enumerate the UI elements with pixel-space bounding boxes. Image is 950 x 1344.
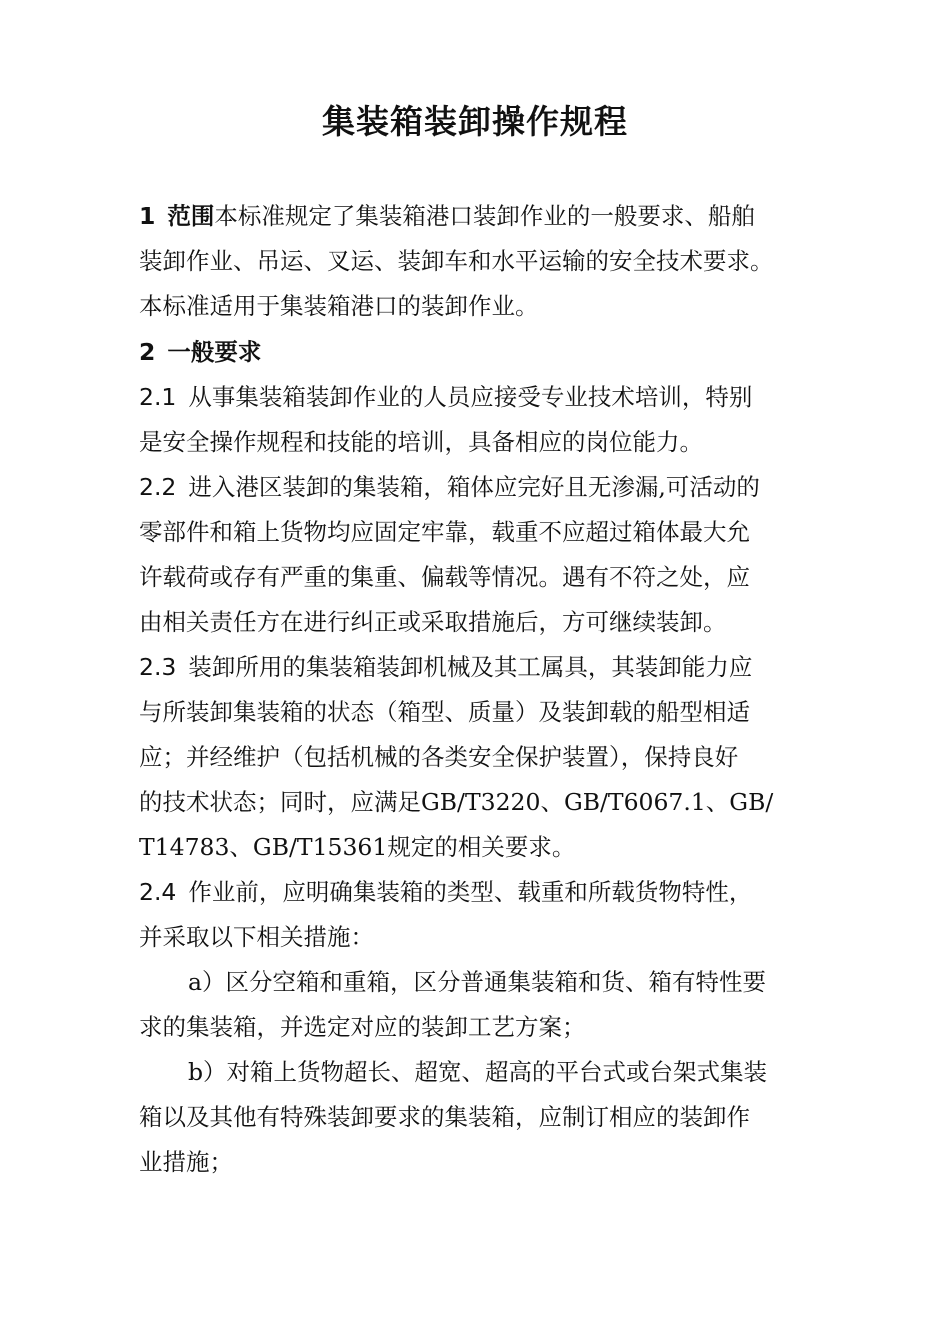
- line-16: [139, 875, 752, 909]
- line-20: [188, 1055, 767, 1089]
- line-text: 装卸作业、吊运、叉运、装卸车和水平运输的安全技术要求。: [139, 247, 774, 275]
- line-text: 装卸所用的集装箱装卸机械及其工属具，其装卸能力应: [188, 653, 753, 681]
- line-3: [139, 289, 539, 323]
- line-21: [139, 1100, 750, 1134]
- line-text: 作业前，应明确集装箱的类型、载重和所载货物特性，: [188, 878, 753, 906]
- line-text: 由相关责任方在进行纠正或采取措施后，方可继续装卸。: [139, 608, 727, 636]
- line-4: [139, 335, 261, 369]
- line-5: [139, 380, 752, 414]
- line-text: 箱以及其他有特殊装卸要求的集装箱，应制订相应的装卸作: [139, 1103, 750, 1131]
- clause-number: 2.1: [139, 383, 177, 411]
- section-number: 1: [139, 202, 156, 230]
- line-text: 的技术状态；同时，应满足GB/T3220、GB/T6067.1、GB/: [139, 788, 774, 816]
- line-text: 本标准规定了集装箱港口装卸作业的一般要求、船舶: [214, 202, 755, 230]
- line-text: 应；并经维护（包括机械的各类安全保护装置），保持良好: [139, 743, 739, 771]
- clause-number: 2.2: [139, 473, 177, 501]
- clause-number: 2.4: [139, 878, 177, 906]
- line-12: [139, 695, 750, 729]
- line-text: a）区分空箱和重箱，区分普通集装箱和货、箱有特性要: [188, 968, 767, 996]
- line-text: 业措施；: [139, 1148, 233, 1176]
- line-text: 许载荷或存有严重的集重、偏载等情况。遇有不符之处，应: [139, 563, 750, 591]
- line-text: 并采取以下相关措施：: [139, 923, 374, 951]
- line-22: [139, 1145, 233, 1179]
- line-text: b）对箱上货物超长、超宽、超高的平台式或台架式集装: [188, 1058, 768, 1086]
- line-14: [139, 785, 773, 819]
- line-15: [139, 830, 575, 864]
- line-7: [139, 470, 760, 504]
- line-19: [139, 1010, 586, 1044]
- line-text: 求的集装箱，并选定对应的装卸工艺方案；: [139, 1013, 586, 1041]
- line-text: 本标准适用于集装箱港口的装卸作业。: [139, 292, 539, 320]
- line-17: [139, 920, 374, 954]
- line-13: [139, 740, 738, 774]
- line-9: [139, 560, 750, 594]
- line-text: 从事集装箱装卸作业的人员应接受专业技术培训，特别: [188, 383, 753, 411]
- line-8: [139, 515, 750, 549]
- line-6: [139, 425, 703, 459]
- section-heading: 范围: [167, 202, 215, 230]
- line-2: [139, 244, 774, 278]
- line-text: 与所装卸集装箱的状态（箱型、质量）及装卸载的船型相适: [139, 698, 750, 726]
- section-heading: 一般要求: [167, 338, 262, 366]
- line-1: [139, 199, 755, 233]
- line-10: [139, 605, 727, 639]
- clause-number: 2.3: [139, 653, 177, 681]
- line-18: [188, 965, 766, 999]
- line-text: 进入港区装卸的集装箱，箱体应完好且无渗漏,可活动的: [188, 473, 760, 501]
- section-number: 2: [139, 338, 156, 366]
- document-title: 集装箱装卸操作规程: [322, 102, 628, 141]
- line-text: T14783、GB/T15361规定的相关要求。: [139, 833, 576, 861]
- line-11: [139, 650, 752, 684]
- line-text: 是安全操作规程和技能的培训，具备相应的岗位能力。: [139, 428, 703, 456]
- line-text: 零部件和箱上货物均应固定牢靠，载重不应超过箱体最大允: [139, 518, 750, 546]
